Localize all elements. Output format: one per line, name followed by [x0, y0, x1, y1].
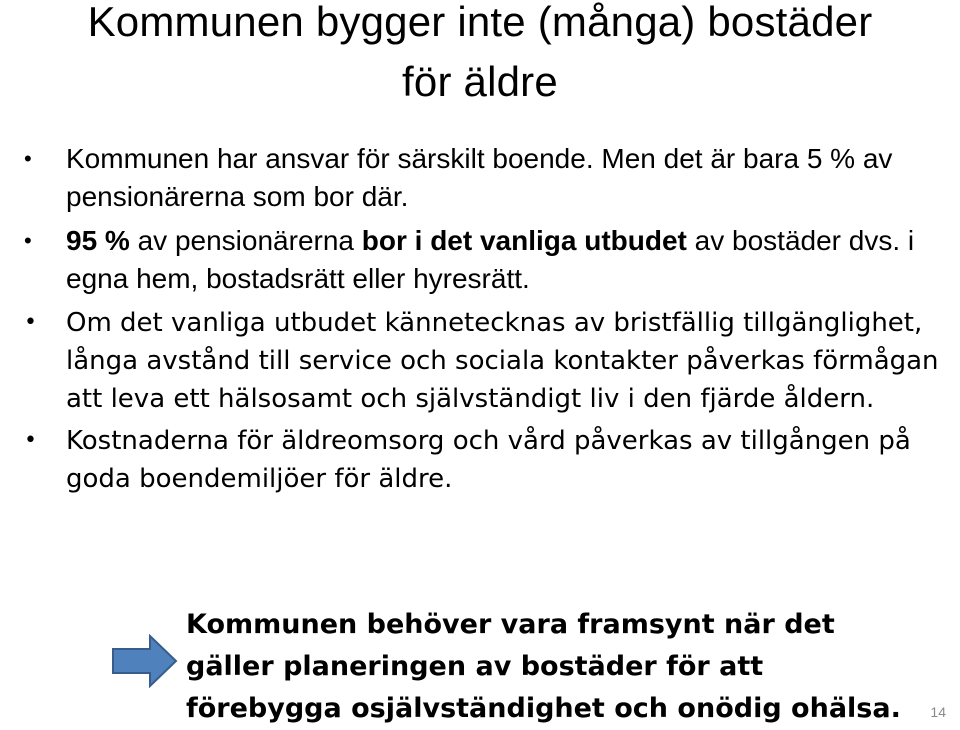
bullet-item	[22, 140, 942, 216]
slide-title-line-2: för äldre	[402, 58, 558, 105]
bullet-marker: •	[24, 228, 32, 253]
bullet-marker: •	[24, 310, 37, 335]
bullet-marker: •	[24, 428, 37, 453]
bullet-marker: •	[24, 146, 32, 171]
right-arrow-icon	[112, 634, 178, 688]
bullet-text: av pensionärerna	[129, 225, 362, 256]
bullet-text-bold: bor i det vanliga utbudet	[361, 225, 687, 256]
bullet-text: Kommunen har ansvar för särskilt boende. Men det är bara 5 % av pensionärerna som bor där.	[66, 143, 893, 212]
slide-title-line-1: Kommunen bygger inte (många) bostäder	[87, 0, 873, 45]
bullet-item	[22, 422, 942, 498]
page-number: 14	[930, 704, 946, 720]
bullet-list	[22, 140, 942, 498]
bullet-text: Kostnaderna för äldreomsorg och vård påverkas av tillgången på goda boendemiljöer för äldre.	[66, 426, 911, 494]
slide-title	[0, 0, 960, 112]
bullet-text-bold: 95 %	[66, 225, 130, 256]
bullet-text: av bostäder dvs. i egna hem, bostadsrätt eller hyresrätt.	[66, 225, 915, 294]
bullet-item	[22, 304, 942, 418]
conclusion-text: Kommunen behöver vara framsynt när det gäller planeringen av bostäder för att förebygga osjälvständighet och onödig ohälsa.	[186, 609, 901, 724]
bullet-text: Om det vanliga utbudet kännetecknas av bristfällig tillgänglighet, långa avstånd till service och sociala kontakter påverkas förmågan att leva ett hälsosamt och självständigt liv i den fjärde åldern.	[66, 308, 939, 414]
bullet-item	[22, 222, 942, 298]
